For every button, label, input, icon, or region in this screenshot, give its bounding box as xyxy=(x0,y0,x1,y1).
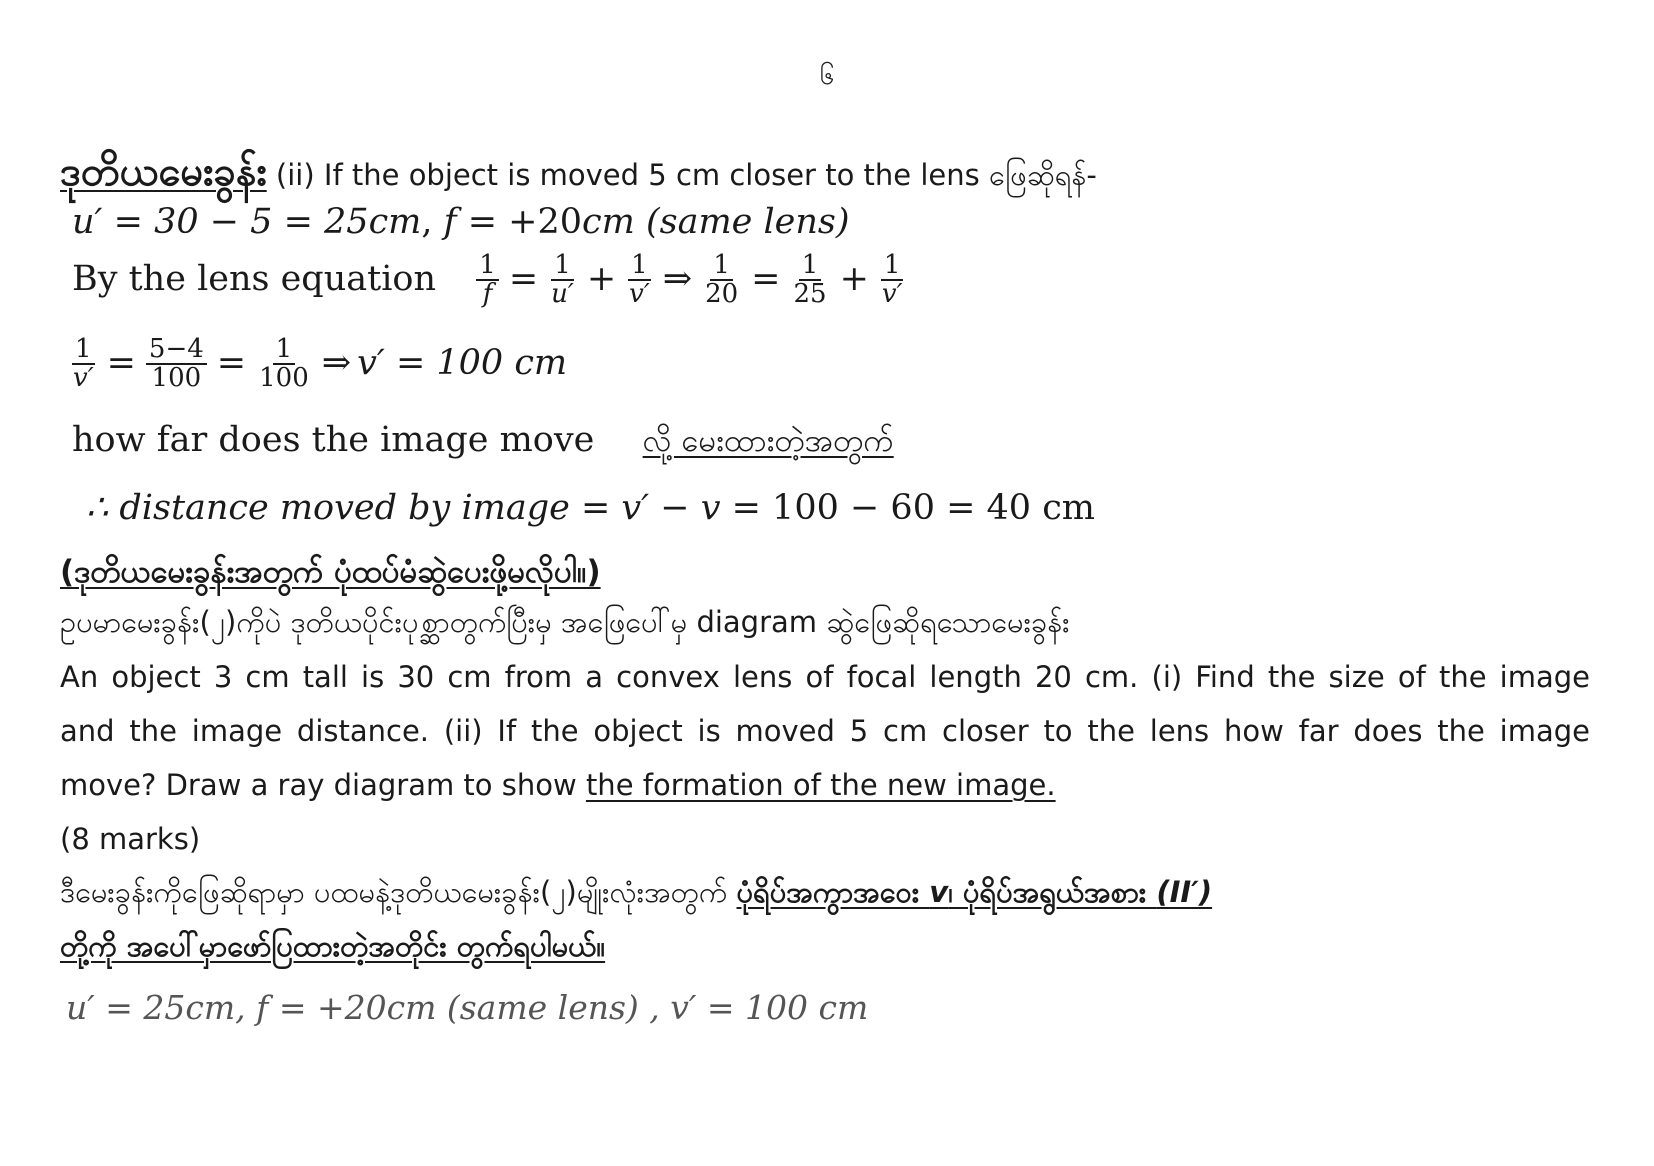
instruction-line-1 xyxy=(60,874,1212,917)
fraction-1-over-100: $\frac{1}{100}$ xyxy=(259,334,309,394)
unit-cm-1: cm xyxy=(368,202,422,242)
example-intro-line xyxy=(60,604,1070,647)
image-height-symbol: (II′) xyxy=(1156,875,1213,909)
given-values-line xyxy=(72,202,850,242)
how-far-text: how far does the image move xyxy=(72,420,595,460)
v-symbol: v xyxy=(929,875,949,909)
page-number: ၆ xyxy=(819,61,835,91)
v-prime-result: v′ = 100 cm xyxy=(357,342,568,383)
lens-equation-label: By the lens equation xyxy=(72,258,436,299)
question-marks: (8 marks) xyxy=(60,822,201,856)
question-line-2: and the image distance. (ii) If the object is moved 5 cm closer to the lens how far does the image xyxy=(60,714,1590,748)
question-line-3-underlined: the formation of the new image. xyxy=(585,768,1056,802)
f-symbol: f xyxy=(443,202,457,242)
question-line-3 xyxy=(60,768,1056,802)
fraction-1-over-v-prime-2: $\frac{1}{v'}$ xyxy=(881,250,903,310)
question-line-1: An object 3 cm tall is 30 cm from a convex lens of focal length 20 cm. (i) Find the size of the image xyxy=(60,660,1590,694)
example-intro-word: diagram xyxy=(696,605,818,639)
question-two-text: (ii) If the object is moved 5 cm closer to the lens ဖြေဆိုရန်- xyxy=(266,158,1097,192)
how-far-burmese-note: လို့ မေးထားတဲ့အတွက် xyxy=(642,423,894,459)
fraction-1-over-v-prime-3: $\frac{1}{v'}$ xyxy=(73,334,94,394)
example-intro-pre: ဥပမာမေးခွန်း(၂)ကိုပဲ ဒုတိယပိုင်းပုစ္ဆာတွက်ပြီးမှ အဖြေပေါ်မှ xyxy=(60,605,697,639)
instruction-pre: ဒီမေးခွန်းကိုဖြေဆိုရာမှာ ပထမနဲ့ဒုတိယမေးခွန်း(၂)မျိုးလုံးအတွက် xyxy=(60,875,737,909)
solve-v-prime-line: $\frac{1}{v'}$ = $\frac{5-4}{100}$ = $\frac{1}{100}$ ⇒ v′ = 100 cm xyxy=(66,336,567,393)
distance-moved-line xyxy=(86,488,1095,528)
instruction-line-2: တို့ကို အပေါ်မှာဖော်ပြထားတဲ့အတိုင်း တွက်ရပါမယ်။ xyxy=(60,929,606,963)
same-lens-note: (same lens) xyxy=(634,202,850,242)
fraction-1-over-v-prime: $\frac{1}{v'}$ xyxy=(629,250,650,310)
question-two-label: ဒုတိယမေးခွန်း xyxy=(60,149,267,195)
example-intro-post: ဆွဲဖြေဆိုရသောမေးခွန်း xyxy=(817,605,1070,639)
lens-equation-line: By the lens equation $\frac{1}{f}$ = $\frac{1}{u'}$ + $\frac{1}{v'}$ ⇒ $\frac{1}{20}$ = $\frac{1}{25}$ + $\frac{1}{v'}$ xyxy=(72,252,910,309)
question-two-heading xyxy=(60,146,1097,205)
distance-moved-expression: ∴ distance moved by image = v′ − v = xyxy=(86,488,773,528)
u-prime-calc: u′ = 30 − 5 = 25 xyxy=(72,202,369,242)
question-line-3-text: move? Draw a ray diagram to show xyxy=(60,768,586,802)
fraction-1-over-u-prime: $\frac{1}{u'}$ xyxy=(551,250,574,310)
fraction-1-over-25: $\frac{1}{25}$ xyxy=(793,250,827,310)
distance-moved-value: 100 − 60 = 40 cm xyxy=(772,488,1095,528)
instruction-image-distance: ပုံရိပ်အကွာအဝေး v၊ ပုံရိပ်အရွယ်အစား (II′) xyxy=(736,875,1213,909)
how-far-line xyxy=(72,420,894,467)
unit-cm-2: cm xyxy=(582,202,635,242)
fraction-5-minus-4-over-100: $\frac{5-4}{100}$ xyxy=(146,336,207,393)
no-diagram-note: (ဒုတိယမေးခွန်းအတွက် ပုံထပ်မံဆွဲပေးဖို့မလိုပါ။) xyxy=(60,554,601,590)
f-value: = +20 xyxy=(456,202,583,242)
fraction-1-over-f: $\frac{1}{f}$ xyxy=(476,252,499,309)
given-values-summary: u′ = 25cm, f = +20cm (same lens) , v′ = 100 cm xyxy=(66,988,869,1027)
fraction-1-over-20: $\frac{1}{20}$ xyxy=(705,250,739,310)
comma: , xyxy=(421,202,444,242)
